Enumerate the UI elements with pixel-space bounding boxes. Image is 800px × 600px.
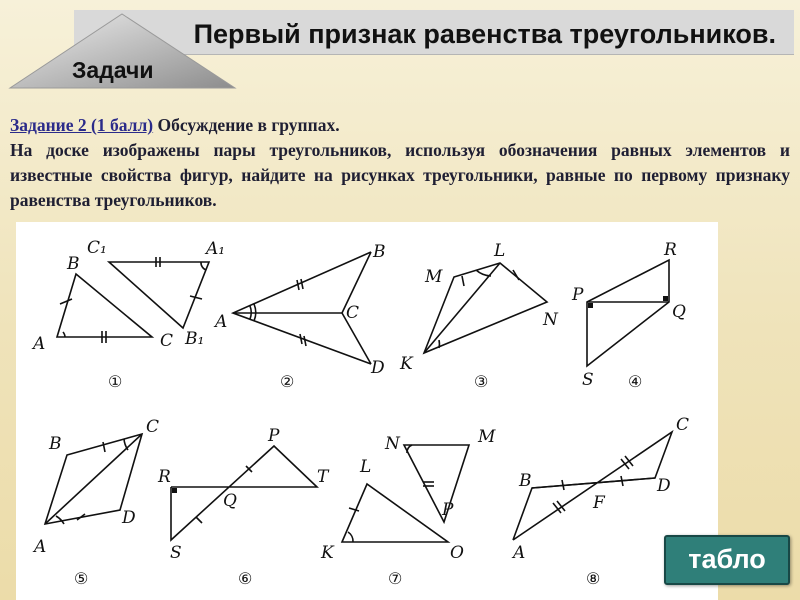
triangle-abc-1 [57, 274, 152, 337]
figure-number-7: ⑦ [388, 569, 403, 588]
triangles-rqs-pqt [171, 446, 317, 540]
triangle-nmp [404, 445, 469, 522]
figure-panel [16, 222, 718, 600]
point-label-q: Q [672, 302, 686, 322]
task-description [10, 113, 790, 213]
tick-mark [196, 517, 202, 523]
figure-8 [513, 432, 672, 540]
point-label-b: B [519, 471, 532, 491]
point-label-b: B [373, 242, 386, 262]
right-angle-marker [588, 303, 593, 308]
point-label-b: B [49, 434, 62, 454]
point-label-m: M [425, 267, 443, 287]
figure-4 [587, 260, 669, 366]
point-label-l: L [360, 457, 372, 477]
point-label-c: C [676, 415, 690, 435]
tick-mark [60, 299, 72, 304]
triangle-lko [342, 484, 448, 542]
angle-arc [476, 270, 491, 276]
figure-number-4: ④ [628, 372, 643, 391]
figure-number-6: ⑥ [238, 569, 253, 588]
point-label-k: K [321, 543, 334, 563]
point-label-c: C [160, 331, 174, 351]
point-label-c1: C₁ [87, 238, 107, 258]
point-label-a1: A₁ [206, 239, 226, 259]
figure-number-3: ③ [474, 372, 489, 391]
point-label-m: M [478, 427, 496, 447]
tick-mark [103, 442, 105, 452]
point-label-d: D [122, 508, 136, 528]
point-label-n: N [385, 434, 400, 454]
tick-mark [462, 276, 464, 286]
point-label-d: D [371, 358, 385, 378]
point-label-d: D [657, 476, 671, 496]
point-label-k: K [400, 354, 413, 374]
point-labels [31, 238, 689, 563]
point-label-a: A [215, 312, 228, 332]
tick-mark [304, 336, 306, 346]
tick-mark [297, 280, 299, 290]
tick-mark [300, 334, 302, 344]
point-label-o: O [450, 543, 464, 563]
task-subtitle: Обсуждение в группах. [157, 115, 340, 135]
figure-3 [424, 263, 547, 353]
point-label-l: L [494, 241, 506, 261]
right-angle-marker [172, 488, 177, 493]
point-label-b1: B₁ [185, 329, 205, 349]
point-label-r: R [158, 467, 171, 487]
tablo-button[interactable]: табло [664, 535, 790, 585]
figure-number-8: ⑧ [586, 569, 601, 588]
point-label-a: A [513, 543, 526, 563]
point-label-f: F [593, 493, 605, 513]
triangle-a1b1c1 [109, 262, 209, 328]
angle-arc [201, 262, 206, 270]
angle-arc [348, 532, 353, 542]
point-label-c: C [146, 417, 160, 437]
tick-mark [562, 480, 564, 490]
right-angle-marker [663, 296, 668, 301]
point-label-p: P [442, 500, 454, 520]
point-label-t: T [317, 467, 329, 487]
point-label-n: N [543, 310, 558, 330]
point-label-b: B [67, 254, 80, 274]
point-label-a: A [33, 334, 46, 354]
point-label-q: Q [223, 491, 237, 511]
point-label-r: R [664, 240, 677, 260]
angle-arc [407, 445, 412, 453]
point-label-s: S [170, 543, 182, 563]
figure-number-5: ⑤ [74, 569, 89, 588]
figure-8-lines [513, 432, 672, 540]
page-title: Первый признак равенства треугольников. [193, 19, 776, 49]
segment-bd [532, 478, 655, 488]
point-label-a: A [34, 537, 47, 557]
quadrilateral-rpqs [587, 260, 669, 366]
quadrilateral-mlnk [424, 263, 547, 353]
task-label: Задание 2 (1 балл) [10, 115, 154, 135]
figure-number-2: ② [280, 372, 295, 391]
point-label-p: P [572, 285, 584, 305]
tick-mark [621, 476, 623, 486]
triangle-figures [16, 222, 718, 600]
task-body: На доске изображены пары треугольников, используя обозначения равных элементов и известные свойства фигур, найдите на рисунках треугольники, равные по первому признаку равенства треугольников. [10, 140, 790, 210]
tick-mark [301, 279, 303, 289]
tick-mark [349, 508, 359, 511]
figure-6 [171, 446, 317, 540]
point-label-p: P [268, 426, 280, 446]
section-label: Задачи [72, 57, 154, 83]
point-label-c: C [346, 303, 360, 323]
point-label-s: S [582, 370, 594, 390]
figure-number-1: ① [108, 372, 123, 391]
